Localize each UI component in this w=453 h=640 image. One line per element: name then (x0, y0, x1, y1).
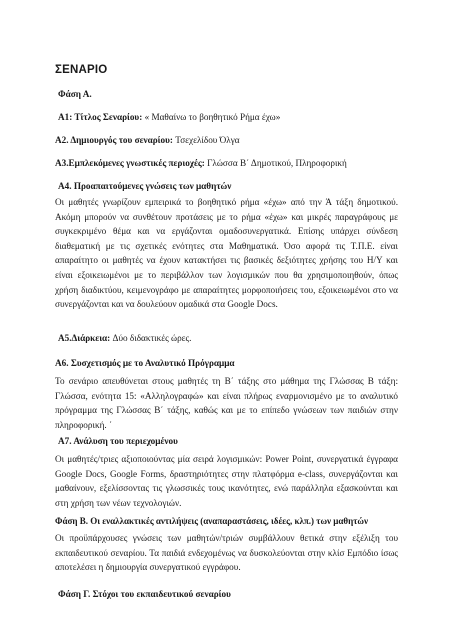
phase-a-heading: Φάση Α. (58, 89, 92, 99)
a1-line (58, 112, 280, 122)
a4-heading: Α4. Προαπαιτούμενες γνώσεις των μαθητών (58, 181, 232, 191)
a1-label: Α1: Τίτλος Σεναρίου: (58, 112, 143, 122)
phase-c-heading: Φάση Γ. Στόχοι του εκπαιδευτικού σεναρίου (58, 589, 231, 599)
a5-line (58, 333, 191, 343)
document-title: ΣΕΝΑΡΙΟ (55, 64, 108, 76)
a6-paragraph: Το σενάριο απευθύνεται στους μαθητές τη Β΄ τάξης στο μάθημα της Γλώσσας Β τάξη: Γλώσσα, ενότητα 15: «Αλληλογραφώ» και είναι πλήρως εναρμονισμένο με το αναλυτικό πρόγραμμα της Γλώσσας Β΄ τάξης, καθώς και με το επίπεδο γνώσεων των παιδιών στην πληροφορική. ΄ (55, 376, 398, 430)
a1-value: « Μαθαίνω το βοηθητικό Ρήμα έχω» (144, 112, 281, 122)
phase-b-paragraph: Οι προϋπάρχουσες γνώσεις των μαθητών/τριών συμβάλλουν θετικά στην εξέλιξη του εκπαιδευτικού σεναρίου. Τα παιδιά ενδεχομένως να δυσκολεύονται στην κλίσ Εμπόδιο ίσως αποτελέσει η δημιουργία συνεργατικού εγγράφου. (55, 533, 398, 573)
a5-value: Δύο διδακτικές ώρες. (112, 333, 192, 343)
a2-label: Α2. Δημιουργός του σεναρίου: (55, 135, 173, 145)
a3-line (55, 158, 347, 168)
phase-b-heading: Φάση Β. Οι εναλλακτικές αντιλήψεις (αναπαραστάσεις, ιδέες, κλπ.) των μαθητών (55, 516, 368, 526)
a4-paragraph: Οι μαθητές γνωρίζουν εμπειρικά το βοηθητικό ρήμα «έχω» από την Ά τάξη δημοτικού. Ακόμη μπορούν να συνθέτουν προτάσεις με το ρήμα «έχω» και μικρές παραγράφους με συγκεκριμένο θέμα και να εργάζονται ομαδοσυνεργατικά. Επίσης υπάρχει σύνδεση διαθεματική με τις σχετικές ενότητες στα Μαθηματικά. Όσο αφορά τις Τ.Π.Ε. είναι απαραίτητο οι μαθητές να έχουν κατακτήσει τις βασικές δεξιότητες χρήσης του Η/Υ και είναι εξοικειωμένοι με το περιβάλλον των λογισμικών που θα χρησιμοποιηθούν, όπως χρήση διαδικτύου, κειμενογράφο με απαραίτητες μορφοποιήσεις του, εξοικειωμένοι στο να συνεργάζονται και να δουλεύουν ομαδικά στα Google Docs. (55, 197, 398, 310)
a7-heading: Α7. Ανάλυση του περιεχομένου (58, 436, 178, 446)
a2-line (55, 135, 240, 145)
a5-label: Α5.Διάρκεια: (58, 333, 111, 343)
a3-label: Α3.Εμπλεκόμενες γνωστικές περιοχές: (55, 158, 205, 168)
a6-heading: Α6. Συσχετισμός με το Αναλυτικό Πρόγραμμα (55, 358, 235, 368)
a2-value: Τσεχελίδου Όλγα (175, 135, 240, 145)
a7-paragraph: Οι μαθητές/τριες αξιοποιούντας μία σειρά λογισμικών: Power Point, συνεργατικά έγγραφα Google Docs, Google Forms, δραστηριότητες στην πλατφόρμα e-class, συνεργάζονται και μαθαίνουν, εξελίσσοντας τις γλωσσικές τους ικανότητες, ενώ παράλληλα εξασκούνται και στη χρήση των νέων τεχνολογιών. (55, 454, 398, 508)
a3-value: Γλώσσα Β΄ Δημοτικού, Πληροφορική (207, 158, 347, 168)
